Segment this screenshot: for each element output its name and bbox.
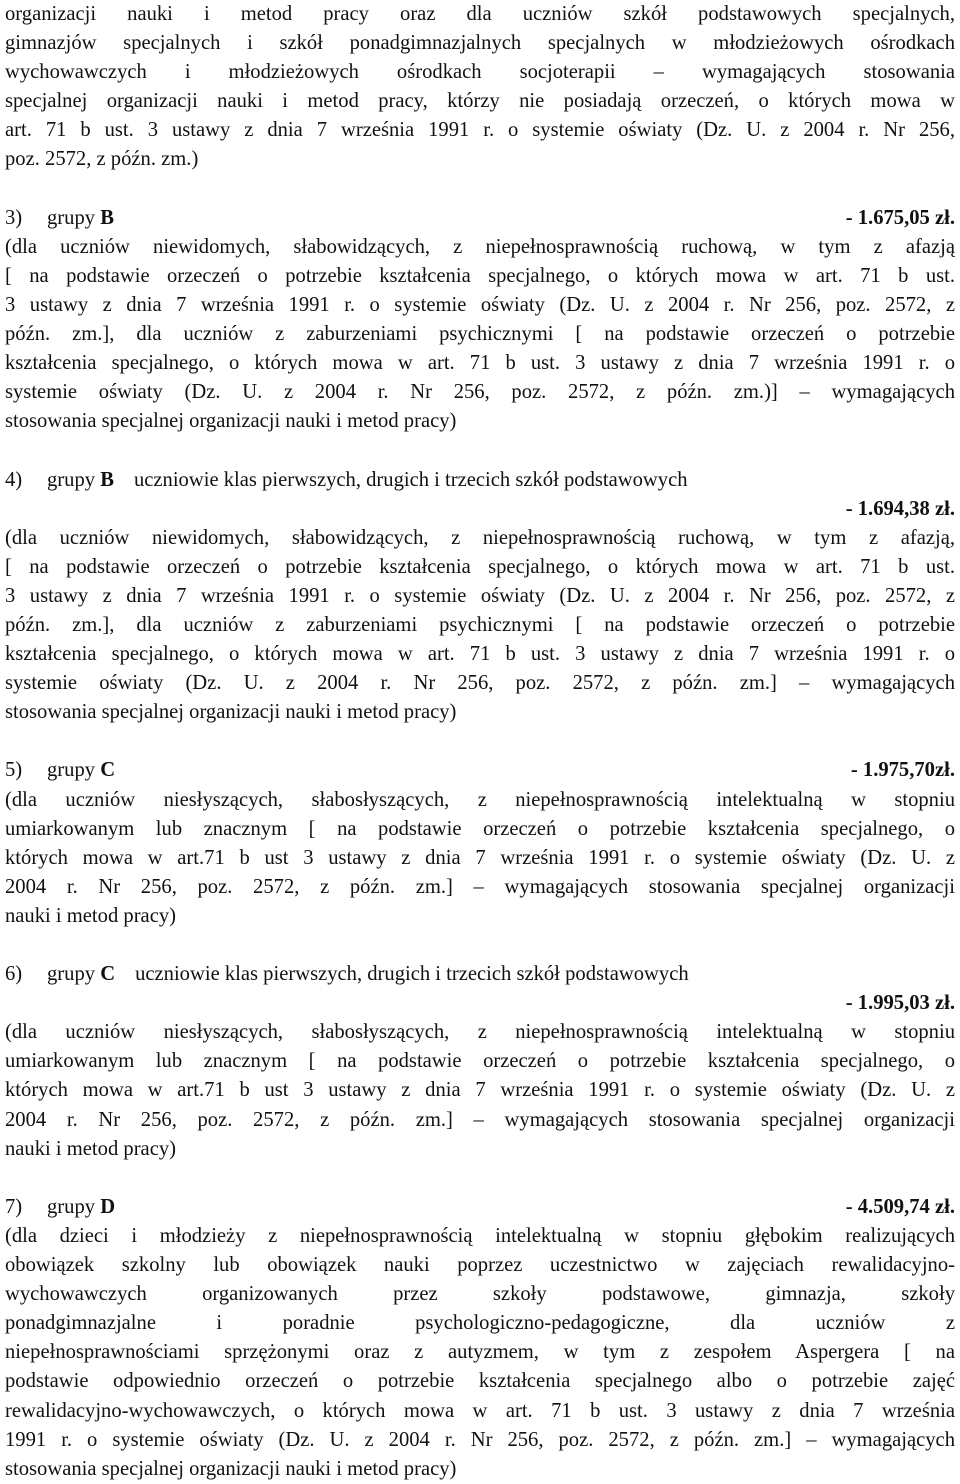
text-line: podstawie odpowiednio orzeczeń o potrzebie kształcenia specjalnego albo o potrzebie zajęć — [5, 1370, 955, 1393]
group-prefix: grupy — [47, 963, 96, 986]
text-line: wychowawczych i młodzieżowych ośrodkach socjoterapii – wymagających stosowania — [5, 61, 955, 84]
section-number: 7) — [5, 1195, 23, 1218]
text-line: (dla uczniów niewidomych, słabowidzących, z niepełnosprawnością ruchową, w tym z afazją, — [5, 526, 955, 549]
section-heading — [5, 1193, 955, 1222]
text-line: stosowania specjalnej organizacji nauki i metod pracy) — [5, 410, 457, 433]
text-line: specjalnej organizacji nauki i metod pracy, którzy nie posiadają orzeczeń, o których mowa w — [5, 90, 955, 113]
text-line: 1991 r. o systemie oświaty (Dz. U. z 2004 r. Nr 256, poz. 2572, z późn. zm.] – wymagających — [5, 1428, 955, 1451]
text-line: (dla uczniów niesłyszących, słabosłyszących, z niepełnosprawnością intelektualną w stopniu — [5, 1021, 955, 1044]
text-line: systemie oświaty (Dz. U. z 2004 r. Nr 256, poz. 2572, z późn. zm.] – wymagających — [5, 672, 955, 695]
amount: - 1.694,38 zł. — [845, 497, 955, 520]
group-letter: C — [100, 759, 116, 782]
text-line: niepełnosprawnościami sprzężonymi oraz z autyzmem, w tym z zespołem Aspergera [ na — [5, 1341, 955, 1364]
text-line: ponadgimnazjalne i poradnie psychologiczno-pedagogiczne, dla uczniów z — [5, 1312, 955, 1335]
text-line: organizacji nauki i metod pracy oraz dla uczniów szkół podstawowych specjalnych, — [5, 3, 955, 25]
section-3 — [5, 204, 955, 437]
section-number: 4) — [5, 468, 23, 491]
text-line: (dla dzieci i młodzieży z niepełnosprawnością intelektualną w stopniu głębokim realizujących — [5, 1224, 955, 1247]
section-subtitle: uczniowie klas pierwszych, drugich i trzecich szkół podstawowych — [133, 468, 688, 491]
section-heading — [5, 756, 955, 785]
section-number: 6) — [5, 963, 23, 986]
text-line: kształcenia specjalnego, o których mowa w art. 71 b ust. 3 ustawy z dnia 7 września 1991 r. o — [5, 643, 955, 666]
text-line: 3 ustawy z dnia 7 września 1991 r. o systemie oświaty (Dz. U. z 2004 r. Nr 256, poz. 2572, z — [5, 293, 955, 316]
group-letter: D — [100, 1195, 116, 1218]
section-heading — [5, 204, 955, 233]
section-5 — [5, 756, 955, 931]
group-prefix: grupy — [47, 759, 96, 782]
text-line: nauki i metod pracy) — [5, 904, 176, 927]
text-line: umiarkowanym lub znacznym [ na podstawie orzeczeń o potrzebie kształcenia specjalnego, o — [5, 1050, 955, 1073]
text-line: umiarkowanym lub znacznym [ na podstawie orzeczeń o potrzebie kształcenia specjalnego, o — [5, 817, 955, 840]
group-letter: B — [100, 206, 114, 229]
text-line: art. 71 b ust. 3 ustawy z dnia 7 września 1991 r. o systemie oświaty (Dz. U. z 2004 r. Nr 256, — [5, 119, 955, 142]
group-prefix: grupy — [47, 206, 96, 229]
text-line: poz. 2572, z późn. zm.) — [5, 148, 199, 171]
text-line: (dla uczniów niewidomych, słabowidzących, z niepełnosprawnością ruchową, w tym z afazją — [5, 235, 955, 258]
text-line: systemie oświaty (Dz. U. z 2004 r. Nr 256, poz. 2572, z późn. zm.)] – wymagających — [5, 381, 955, 404]
text-line: wychowawczych organizowanych przez szkoły podstawowe, gimnazja, szkoły — [5, 1283, 955, 1306]
section-6 — [5, 960, 955, 1164]
amount: - 1.975,70zł. — [850, 759, 955, 782]
text-line: 3 ustawy z dnia 7 września 1991 r. o systemie oświaty (Dz. U. z 2004 r. Nr 256, poz. 2572, z — [5, 584, 955, 607]
text-line: późn. zm.], dla uczniów z zaburzeniami psychicznymi [ na podstawie orzeczeń o potrzebie — [5, 323, 955, 346]
text-line: 2004 r. Nr 256, poz. 2572, z późn. zm.] – wymagających stosowania specjalnej organizacji — [5, 1108, 955, 1131]
group-letter: C — [100, 963, 116, 986]
section-number: 3) — [5, 206, 23, 229]
text-line: późn. zm.], dla uczniów z zaburzeniami psychicznymi [ na podstawie orzeczeń o potrzebie — [5, 613, 955, 636]
text-line: (dla uczniów niesłyszących, słabosłyszących, z niepełnosprawnością intelektualną w stopniu — [5, 788, 955, 811]
text-line: stosowania specjalnej organizacji nauki i metod pracy) — [5, 701, 457, 724]
text-line: 2004 r. Nr 256, poz. 2572, z późn. zm.] – wymagających stosowania specjalnej organizacji — [5, 875, 955, 898]
text-line: obowiązek szkolny lub obowiązek nauki poprzez uczestnictwo w zajęciach rewalidacyjno- — [5, 1254, 955, 1277]
group-prefix: grupy — [47, 1195, 96, 1218]
text-line: których mowa w art.71 b ust 3 ustawy z dnia 7 września 1991 r. o systemie oświaty (Dz. U. z — [5, 1079, 955, 1102]
amount: - 1.995,03 zł. — [845, 992, 955, 1015]
text-line: których mowa w art.71 b ust 3 ustawy z dnia 7 września 1991 r. o systemie oświaty (Dz. U. z — [5, 846, 955, 869]
text-line: stosowania specjalnej organizacji nauki i metod pracy) — [5, 1457, 457, 1480]
section-subtitle: uczniowie klas pierwszych, drugich i trzecich szkół podstawowych — [135, 963, 689, 986]
section-heading — [5, 960, 955, 989]
group-letter: B — [100, 468, 114, 491]
section-number: 5) — [5, 759, 23, 782]
amount: - 4.509,74 zł. — [845, 1195, 955, 1218]
text-line: gimnazjów specjalnych i szkół ponadgimnazjalnych specjalnych w młodzieżowych ośrodkach — [5, 32, 955, 55]
section-heading — [5, 466, 955, 495]
text-line: rewalidacyjno-wychowawczych, o których mowa w art. 71 b ust. 3 ustawy z dnia 7 września — [5, 1399, 955, 1422]
text-line: kształcenia specjalnego, o których mowa w art. 71 b ust. 3 ustawy z dnia 7 września 1991 r. o — [5, 352, 955, 375]
text-line: nauki i metod pracy) — [5, 1137, 176, 1160]
text-line: [ na podstawie orzeczeń o potrzebie kształcenia specjalnego, o których mowa w art. 71 b ust. — [5, 264, 955, 287]
section-4 — [5, 466, 955, 728]
group-prefix: grupy — [47, 468, 96, 491]
intro-paragraph — [5, 0, 955, 175]
text-line: [ na podstawie orzeczeń o potrzebie kształcenia specjalnego, o których mowa w art. 71 b ust. — [5, 555, 955, 578]
section-7 — [5, 1193, 955, 1484]
amount: - 1.675,05 zł. — [845, 206, 955, 229]
